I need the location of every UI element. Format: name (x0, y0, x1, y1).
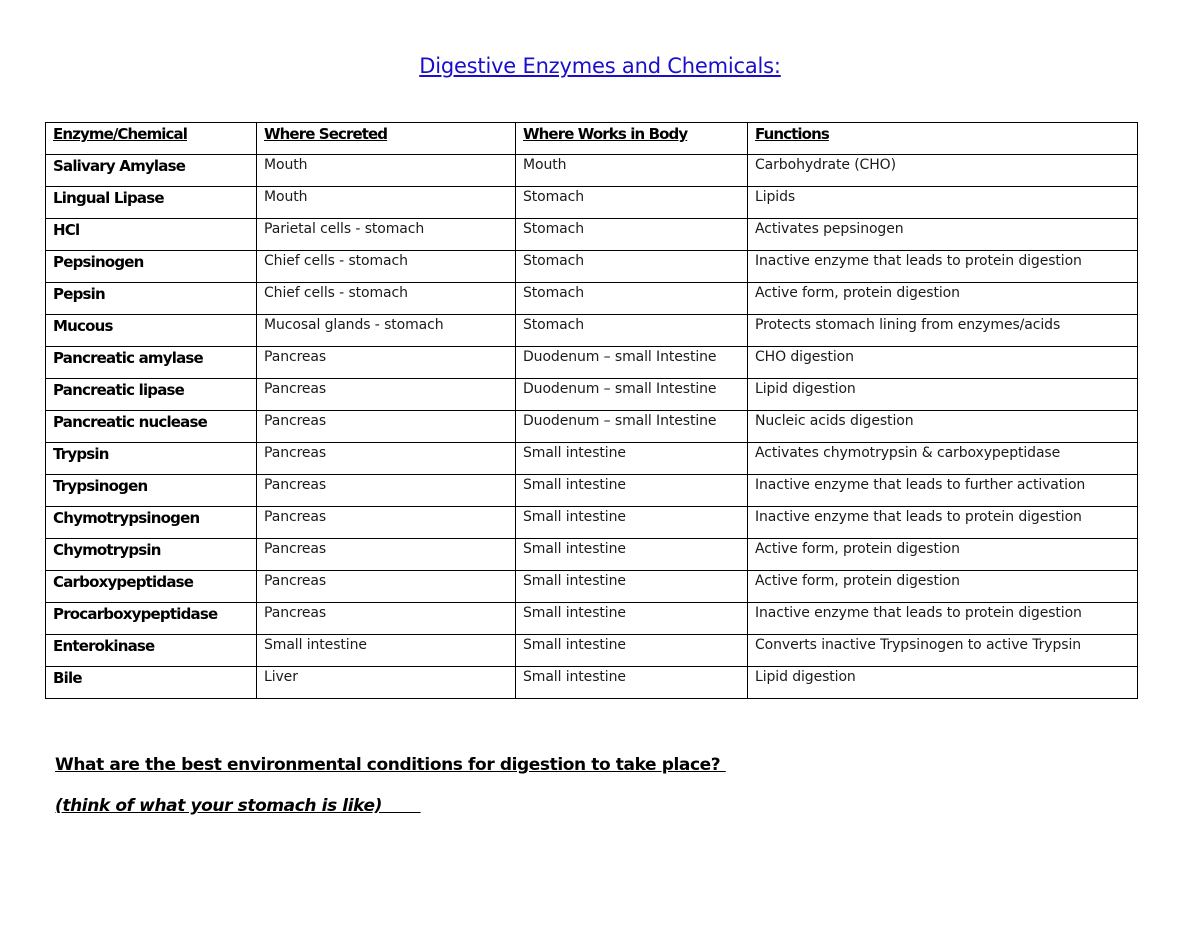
cell-where-works: Small intestine (516, 571, 748, 603)
table-row (46, 251, 1138, 283)
cell-function: CHO digestion (748, 347, 1138, 379)
cell-where-secreted: Parietal cells - stomach (257, 219, 516, 251)
cell-where-secreted: Pancreas (257, 539, 516, 571)
cell-where-works: Duodenum – small Intestine (516, 347, 748, 379)
cell-enzyme: Chymotrypsin (46, 539, 257, 571)
table-row (46, 187, 1138, 219)
cell-where-works: Small intestine (516, 507, 748, 539)
cell-function: Activates chymotrypsin & carboxypeptidase (748, 443, 1138, 475)
cell-where-works: Stomach (516, 187, 748, 219)
cell-function: Inactive enzyme that leads to protein digestion (748, 507, 1138, 539)
cell-enzyme: Procarboxypeptidase (46, 603, 257, 635)
cell-where-works: Small intestine (516, 539, 748, 571)
cell-where-works: Small intestine (516, 603, 748, 635)
cell-where-works: Small intestine (516, 475, 748, 507)
cell-enzyme: Lingual Lipase (46, 187, 257, 219)
cell-function: Lipid digestion (748, 379, 1138, 411)
cell-function: Inactive enzyme that leads to protein digestion (748, 251, 1138, 283)
cell-function: Carbohydrate (CHO) (748, 155, 1138, 187)
cell-function: Lipids (748, 187, 1138, 219)
cell-enzyme: Mucous (46, 315, 257, 347)
cell-where-works: Mouth (516, 155, 748, 187)
cell-where-secreted: Pancreas (257, 443, 516, 475)
cell-where-secreted: Pancreas (257, 507, 516, 539)
table-row (46, 507, 1138, 539)
cell-function: Active form, protein digestion (748, 539, 1138, 571)
cell-where-works: Stomach (516, 283, 748, 315)
cell-where-works: Duodenum – small Intestine (516, 379, 748, 411)
table-header (46, 123, 1138, 155)
cell-function: Inactive enzyme that leads to further activation (748, 475, 1138, 507)
cell-function: Converts inactive Trypsinogen to active Trypsin (748, 635, 1138, 667)
cell-function: Activates pepsinogen (748, 219, 1138, 251)
page-title: Digestive Enzymes and Chemicals: (419, 54, 781, 78)
table-row (46, 315, 1138, 347)
question-text: What are the best environmental conditions for digestion to take place? (55, 755, 726, 775)
cell-where-secreted: Pancreas (257, 411, 516, 443)
cell-enzyme: Pepsin (46, 283, 257, 315)
cell-enzyme: Pancreatic lipase (46, 379, 257, 411)
table-row (46, 475, 1138, 507)
cell-where-secreted: Liver (257, 667, 516, 699)
cell-function: Protects stomach lining from enzymes/acids (748, 315, 1138, 347)
table-row (46, 219, 1138, 251)
cell-where-secreted: Pancreas (257, 379, 516, 411)
cell-enzyme: Salivary Amylase (46, 155, 257, 187)
cell-enzyme: Trypsinogen (46, 475, 257, 507)
table-row (46, 635, 1138, 667)
cell-enzyme: Carboxypeptidase (46, 571, 257, 603)
column-header-functions: Functions (748, 123, 1138, 155)
cell-where-works: Stomach (516, 315, 748, 347)
cell-enzyme: Pancreatic nuclease (46, 411, 257, 443)
cell-function: Nucleic acids digestion (748, 411, 1138, 443)
table-row (46, 571, 1138, 603)
cell-where-works: Small intestine (516, 635, 748, 667)
cell-enzyme: Enterokinase (46, 635, 257, 667)
table-row (46, 155, 1138, 187)
cell-where-secreted: Mucosal glands - stomach (257, 315, 516, 347)
cell-enzyme: Trypsin (46, 443, 257, 475)
cell-where-works: Small intestine (516, 667, 748, 699)
cell-where-secreted: Small intestine (257, 635, 516, 667)
cell-where-secreted: Pancreas (257, 603, 516, 635)
cell-where-works: Stomach (516, 251, 748, 283)
cell-where-secreted: Chief cells - stomach (257, 251, 516, 283)
cell-function: Active form, protein digestion (748, 283, 1138, 315)
cell-function: Active form, protein digestion (748, 571, 1138, 603)
table-row (46, 667, 1138, 699)
cell-where-secreted: Mouth (257, 187, 516, 219)
cell-enzyme: Pancreatic amylase (46, 347, 257, 379)
cell-function: Inactive enzyme that leads to protein digestion (748, 603, 1138, 635)
cell-where-works: Duodenum – small Intestine (516, 411, 748, 443)
table-row (46, 411, 1138, 443)
table-row (46, 539, 1138, 571)
cell-where-secreted: Mouth (257, 155, 516, 187)
table-row (46, 379, 1138, 411)
table-row (46, 603, 1138, 635)
cell-where-secreted: Pancreas (257, 475, 516, 507)
column-header-where-works: Where Works in Body (516, 123, 748, 155)
cell-where-works: Small intestine (516, 443, 748, 475)
cell-enzyme: HCl (46, 219, 257, 251)
cell-enzyme: Pepsinogen (46, 251, 257, 283)
cell-enzyme: Chymotrypsinogen (46, 507, 257, 539)
header-row (46, 123, 1138, 155)
cell-where-secreted: Pancreas (257, 347, 516, 379)
table-row (46, 443, 1138, 475)
table-row (46, 283, 1138, 315)
cell-where-secreted: Pancreas (257, 571, 516, 603)
cell-where-works: Stomach (516, 219, 748, 251)
cell-enzyme: Bile (46, 667, 257, 699)
column-header-where-secreted: Where Secreted (257, 123, 516, 155)
enzymes-table (45, 122, 1138, 699)
hint-text: (think of what your stomach is like) (55, 796, 421, 816)
cell-where-secreted: Chief cells - stomach (257, 283, 516, 315)
table-row (46, 347, 1138, 379)
column-header-enzyme: Enzyme/Chemical (46, 123, 257, 155)
table-body (46, 155, 1138, 699)
cell-function: Lipid digestion (748, 667, 1138, 699)
